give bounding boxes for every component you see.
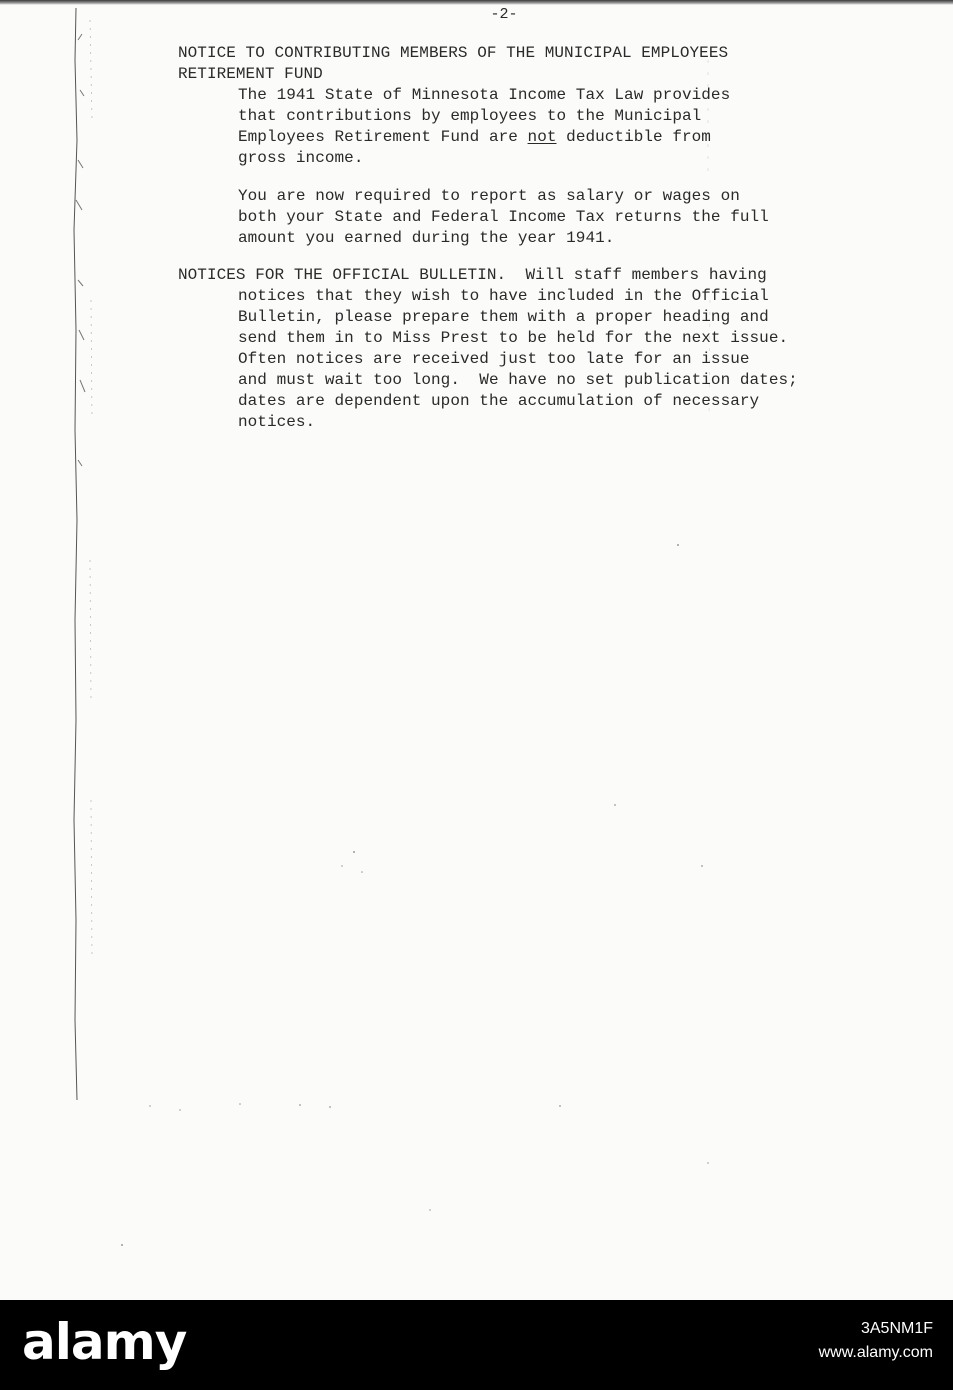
notice2-line1: NOTICES FOR THE OFFICIAL BULLETIN. Will staff members having xyxy=(178,266,767,284)
image-id: 3A5NM1F xyxy=(860,1320,933,1337)
notice1-para2-line1: You are now required to report as salary or wages on xyxy=(238,187,740,205)
notice2-line5: Often notices are received just too late for an issue xyxy=(238,350,750,368)
notice1-para1-line3-end: deductible from xyxy=(556,128,711,146)
notice1-para1-line2: that contributions by employees to the Municipal xyxy=(238,107,702,125)
notice1-para1-line1: The 1941 State of Minnesota Income Tax Law provides xyxy=(238,86,731,104)
notice1-emphasis-not: not xyxy=(527,128,557,146)
notice2-line6: and must wait too long. We have no set publication dates; xyxy=(238,371,798,389)
notice2-line2: notices that they wish to have included in the Official xyxy=(238,287,769,305)
notice2-line4: send them in to Miss Prest to be held for the next issue. xyxy=(238,329,789,347)
notice2-line3: Bulletin, please prepare them with a proper heading and xyxy=(238,308,769,326)
notice1-heading-line2: RETIREMENT FUND xyxy=(178,65,323,83)
notice1-para1-line4: gross income. xyxy=(238,149,364,167)
notice1-para2-line3: amount you earned during the year 1941. xyxy=(238,229,615,247)
page-number: -2- xyxy=(490,6,518,23)
notice2-line7: dates are dependent upon the accumulation of necessary xyxy=(238,392,760,410)
notice1-para1-line3-start: Employees Retirement Fund are xyxy=(238,128,528,146)
site-url: www.alamy.com xyxy=(818,1344,933,1361)
notice2-line8: notices. xyxy=(238,413,316,431)
notice1-para2-line2: both your State and Federal Income Tax returns the full xyxy=(238,208,769,226)
alamy-logo: alamy xyxy=(22,1313,187,1371)
notice1-heading-line1: NOTICE TO CONTRIBUTING MEMBERS OF THE MUNICIPAL EMPLOYEES xyxy=(178,44,729,62)
notice1-para1-line3 xyxy=(238,127,711,148)
